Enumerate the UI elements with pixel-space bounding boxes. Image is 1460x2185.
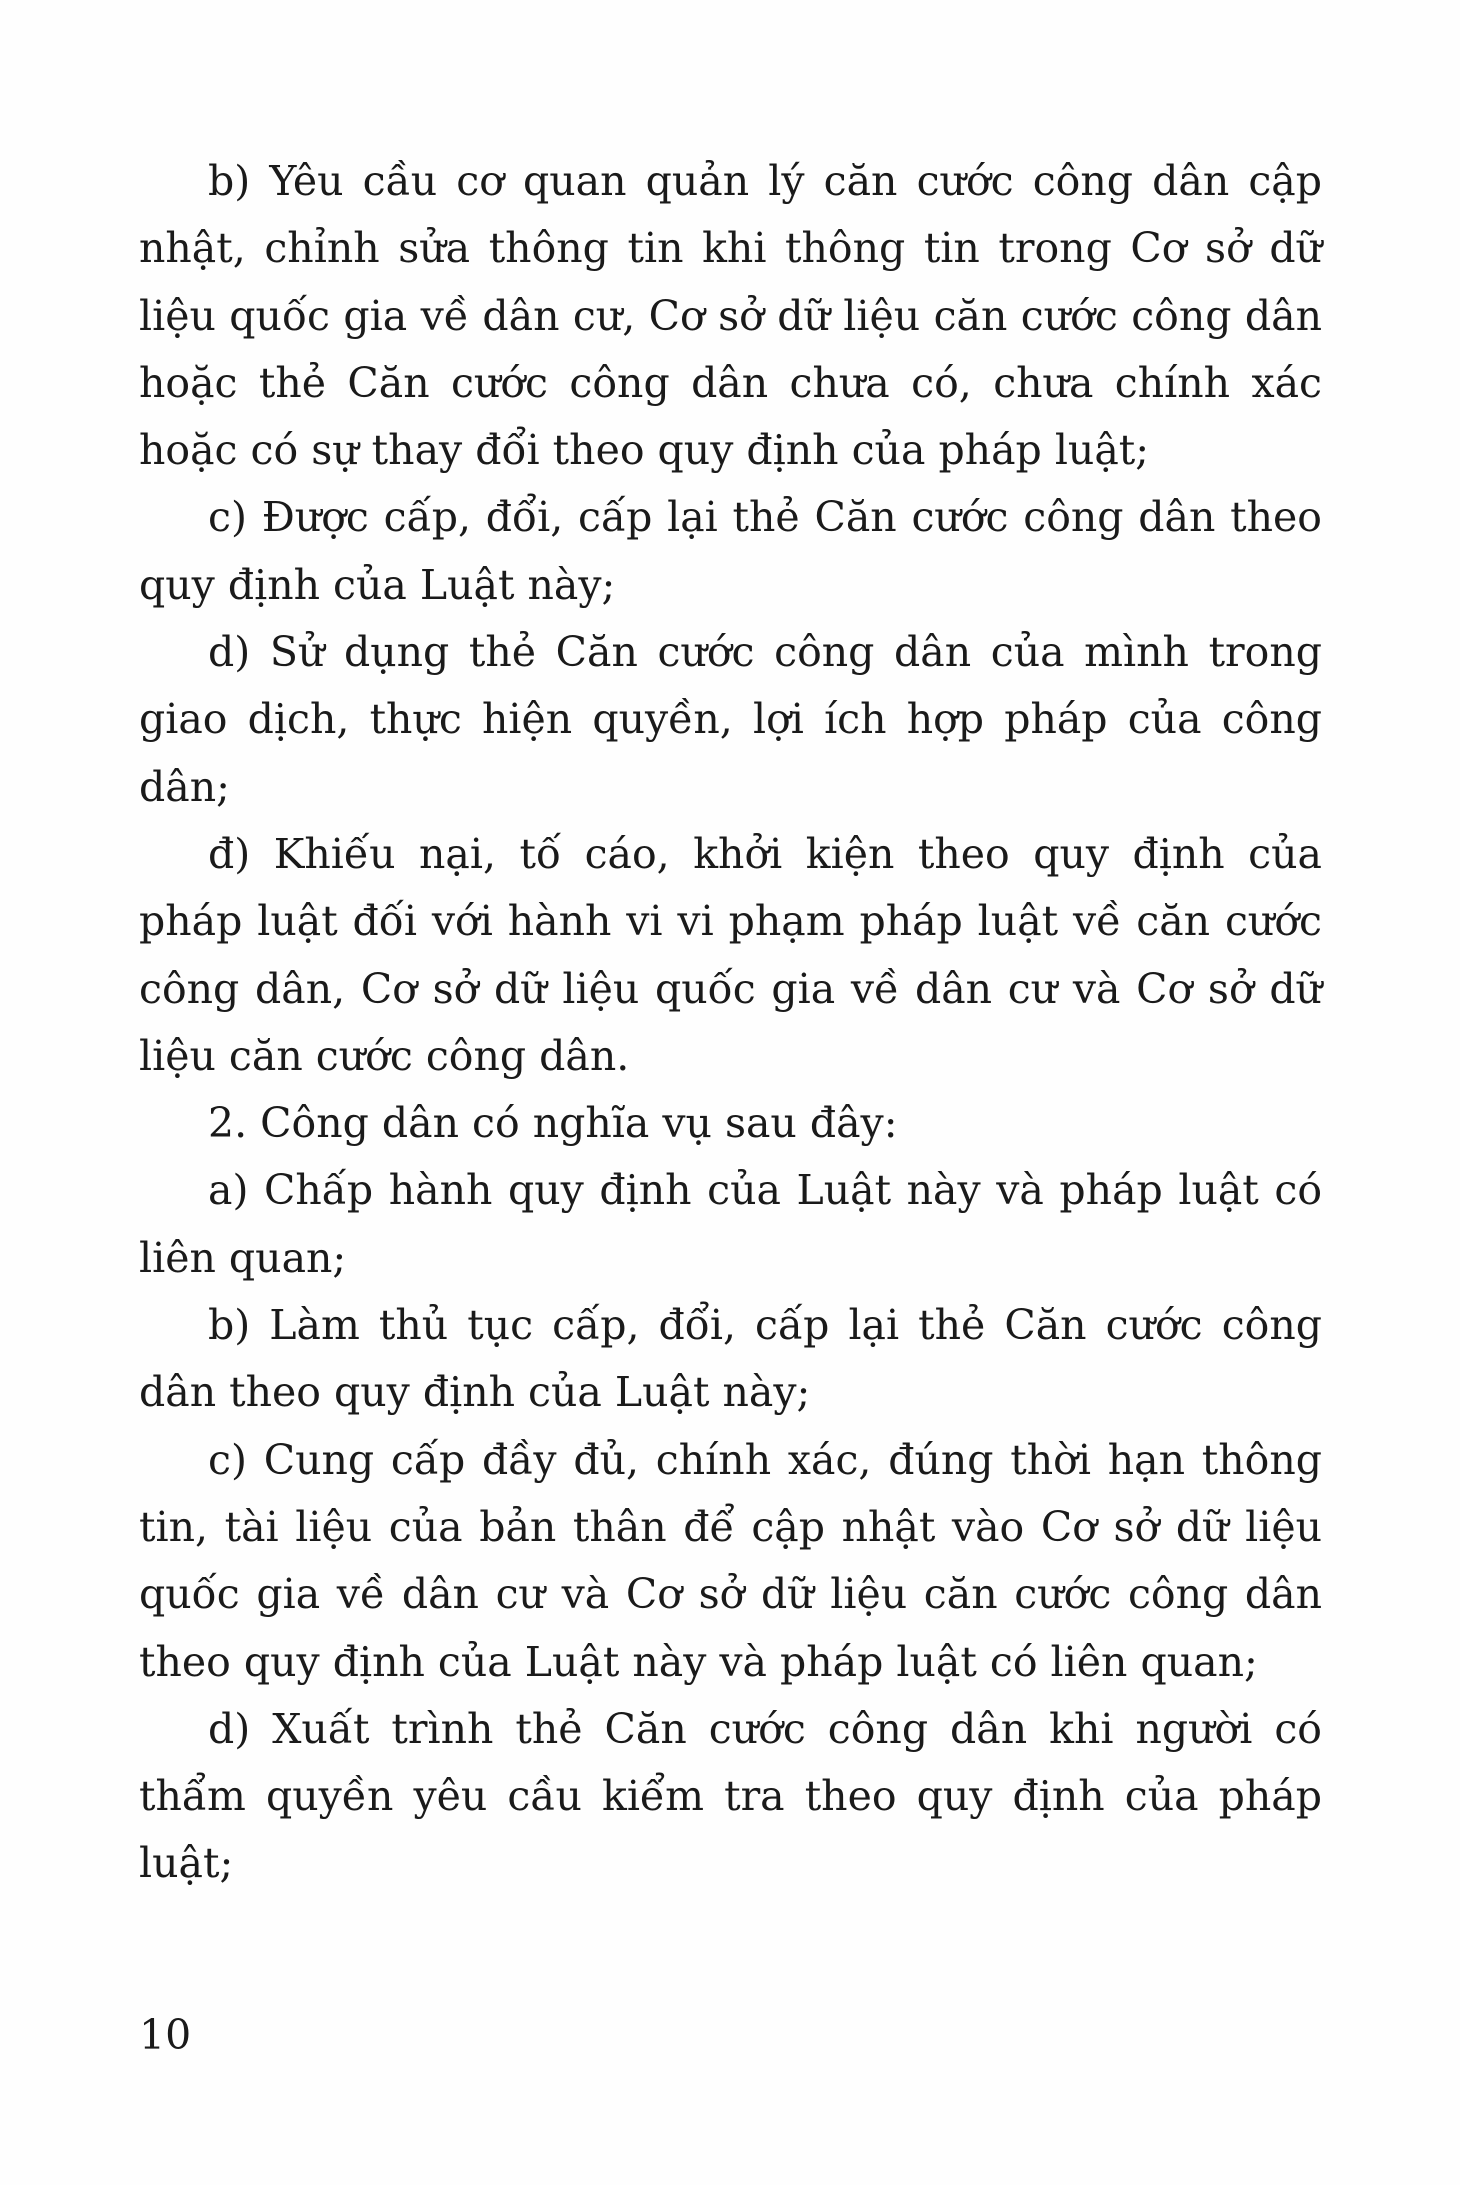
paragraph-right-c-issue-card: c) Được cấp, đổi, cấp lại thẻ Căn cước công dân theo quy định của Luật này; — [139, 493, 1322, 609]
paragraph-duty-d-present-card: d) Xuất trình thẻ Căn cước công dân khi người có thẩm quyền yêu cầu kiểm tra theo quy định của pháp luật; — [139, 1704, 1322, 1888]
paragraph-duty-b-procedures: b) Làm thủ tục cấp, đổi, cấp lại thẻ Căn cước công dân theo quy định của Luật này; — [139, 1301, 1322, 1417]
page-number: 10 — [139, 2011, 192, 2059]
paragraph-right-dd-complaint: đ) Khiếu nại, tố cáo, khởi kiện theo quy định của pháp luật đối với hành vi vi phạm pháp luật về căn cước công dân, Cơ sở dữ liệu quốc gia về dân cư và Cơ sở dữ liệu căn cước công dân. — [139, 829, 1322, 1080]
paragraph-duty-c-provide-info: c) Cung cấp đầy đủ, chính xác, đúng thời hạn thông tin, tài liệu của bản thân để cập nhật vào Cơ sở dữ liệu quốc gia về dân cư và Cơ sở dữ liệu căn cước công dân theo quy định của Luật này và pháp luật có liên quan; — [139, 1435, 1322, 1686]
paragraph-duty-a-comply: a) Chấp hành quy định của Luật này và pháp luật có liên quan; — [139, 1166, 1322, 1282]
paragraph-right-d-use-card: d) Sử dụng thẻ Căn cước công dân của mình trong giao dịch, thực hiện quyền, lợi ích hợp pháp của công dân; — [139, 628, 1322, 811]
paragraph-right-b-update-info: b) Yêu cầu cơ quan quản lý căn cước công dân cập nhật, chỉnh sửa thông tin khi thông tin trong Cơ sở dữ liệu quốc gia về dân cư, Cơ sở dữ liệu căn cước công dân hoặc thẻ Căn cước công dân chưa có, chưa chính xác hoặc có sự thay đổi theo quy định của pháp luật; — [139, 157, 1322, 475]
body-text — [139, 148, 1322, 1898]
paragraph-duties-heading: 2. Công dân có nghĩa vụ sau đây: — [208, 1099, 898, 1148]
